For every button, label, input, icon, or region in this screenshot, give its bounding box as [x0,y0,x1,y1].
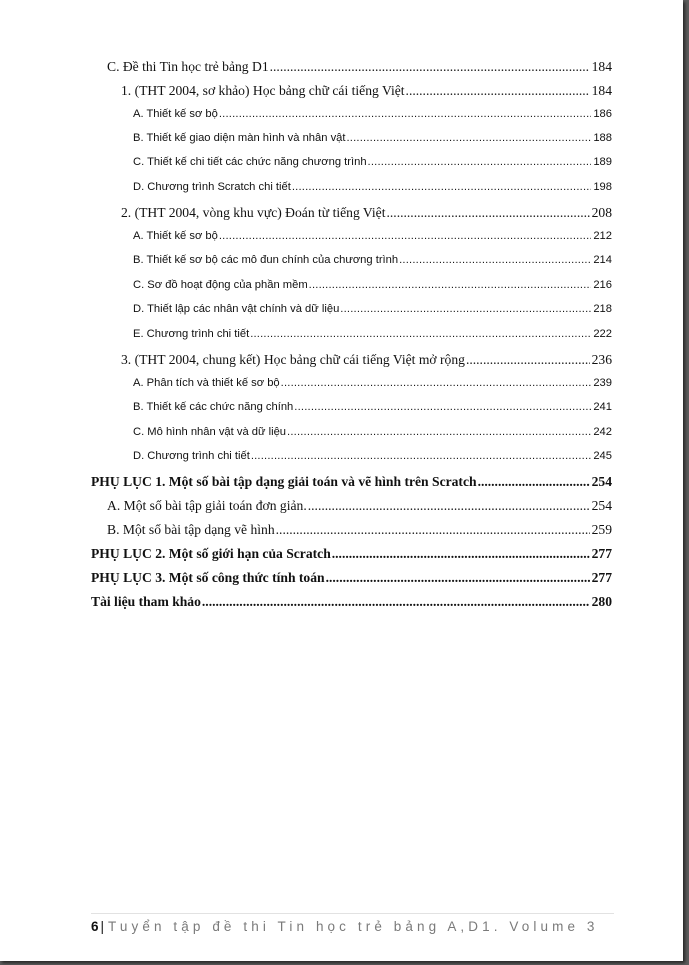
toc-leader-dots [287,426,591,438]
toc-entry-title: PHỤ LỤC 3. Một số công thức tính toán [91,570,325,585]
toc-entry-title: 3. (THT 2004, chung kết) Học bảng chữ cái tiếng Việt mở rộng [121,352,465,367]
toc-leader-dots [276,522,590,538]
toc-entry[interactable] [133,450,612,462]
toc-entry[interactable] [91,594,612,610]
toc-leader-dots [399,254,591,266]
toc-entry-page: 241 [593,401,612,413]
toc-entry-page: 254 [591,474,612,489]
toc-leader-dots [332,546,590,562]
toc-leader-dots [219,108,591,120]
toc-entry-page: 214 [593,254,612,266]
toc-entry-title: C. Sơ đồ hoạt động của phần mềm [133,279,308,291]
toc-entry-title: D. Thiết lập các nhân vật chính và dữ liệu [133,303,340,315]
footer-page-number: 6 [91,919,99,934]
toc-entry[interactable] [133,279,612,291]
toc-leader-dots [466,352,590,368]
toc-leader-dots [281,377,592,389]
toc-entry-title: B. Một số bài tập dạng vẽ hình [107,522,275,537]
toc-leader-dots [219,230,591,242]
toc-leader-dots [326,570,590,586]
toc-entry[interactable] [133,254,612,266]
toc-entry-page: 212 [593,230,612,242]
toc-leader-dots [202,594,590,610]
toc-entry-page: 222 [593,328,612,340]
toc-entry-page: 184 [591,59,612,74]
toc-entry-page: 277 [591,546,612,561]
toc-entry-title: 2. (THT 2004, vòng khu vực) Đoán từ tiếng Việt [121,205,386,220]
footer-book-title: Tuyển tập đề thi Tin học trẻ bảng A,D1. Volume 3 [108,919,599,934]
toc-leader-dots [368,156,592,168]
toc-entry-page: 245 [593,450,612,462]
toc-entry-title: Tài liệu tham khảo [91,594,201,609]
toc-leader-dots [309,279,592,291]
toc-leader-dots [292,181,591,193]
toc-entry-title: B. Thiết kế giao diện màn hình và nhân vật [133,132,346,144]
footer-separator: | [100,919,105,934]
toc-entry[interactable] [107,59,612,75]
toc-entry-page: 198 [593,181,612,193]
toc-entry-title: E. Chương trình chi tiết [133,328,250,340]
toc-entry-title: C. Đề thi Tin học trẻ bảng D1 [107,59,269,74]
toc-entry-page: 188 [593,132,612,144]
toc-entry-title: PHỤ LỤC 1. Một số bài tập dạng giải toán và vẽ hình trên Scratch [91,474,477,489]
toc-entry-title: D. Chương trình chi tiết [133,450,250,462]
toc-entry[interactable] [107,522,612,538]
toc-entry-title: A. Thiết kế sơ bộ [133,230,218,242]
toc-leader-dots [251,450,592,462]
toc-leader-dots [347,132,592,144]
toc-entry[interactable] [121,205,612,221]
toc-entry[interactable] [121,352,612,368]
toc-entry[interactable] [133,108,612,120]
toc-entry[interactable] [133,426,612,438]
toc-entry-page: 208 [591,205,612,220]
toc-entry[interactable] [133,377,612,389]
toc-entry-page: 189 [593,156,612,168]
toc-entry-page: 239 [593,377,612,389]
toc-entry[interactable] [133,132,612,144]
toc-leader-dots [308,498,590,514]
toc-entry-title: 1. (THT 2004, sơ khảo) Học bảng chữ cái tiếng Việt [121,83,405,98]
toc-entry-title: A. Một số bài tập giải toán đơn giản. [107,498,307,513]
toc-entry-title: B. Thiết kế sơ bộ các mô đun chính của chương trình [133,254,399,266]
toc-entry-title: B. Thiết kế các chức năng chính [133,401,294,413]
toc-leader-dots [478,474,590,490]
toc-entry-page: 236 [591,352,612,367]
toc-entry-title: A. Phân tích và thiết kế sơ bộ [133,377,280,389]
toc-entry[interactable] [133,303,612,315]
toc-leader-dots [294,401,591,413]
toc-leader-dots [250,328,591,340]
toc-entry-title: A. Thiết kế sơ bộ [133,108,218,120]
toc-entry-title: D. Chương trình Scratch chi tiết [133,181,291,193]
toc-entry[interactable] [91,474,612,490]
toc-entry[interactable] [91,546,612,562]
toc-leader-dots [406,83,590,99]
toc-entry-page: 280 [591,594,612,609]
toc-entry-page: 218 [593,303,612,315]
toc-entry[interactable] [107,498,612,514]
toc-entry[interactable] [91,570,612,586]
toc-entry[interactable] [133,401,612,413]
toc-entry-page: 184 [591,83,612,98]
toc-entry[interactable] [133,156,612,168]
toc-entry-page: 242 [593,426,612,438]
footer-divider [91,913,614,914]
toc-entry[interactable] [133,181,612,193]
toc-entry-title: PHỤ LỤC 2. Một số giới hạn của Scratch [91,546,331,561]
toc-entry[interactable] [133,230,612,242]
toc-leader-dots [270,59,590,75]
toc-entry-page: 186 [593,108,612,120]
toc-entry-page: 259 [591,522,612,537]
toc-leader-dots [387,205,590,221]
page-footer [91,919,599,934]
toc-entry-page: 277 [591,570,612,585]
toc-entry-page: 254 [591,498,612,513]
toc-entry[interactable] [133,328,612,340]
toc-leader-dots [340,303,591,315]
toc-entry[interactable] [121,83,612,99]
toc-entry-title: C. Mô hình nhân vật và dữ liệu [133,426,287,438]
toc-entry-title: C. Thiết kế chi tiết các chức năng chương trình [133,156,367,168]
toc-entry-page: 216 [593,279,612,291]
